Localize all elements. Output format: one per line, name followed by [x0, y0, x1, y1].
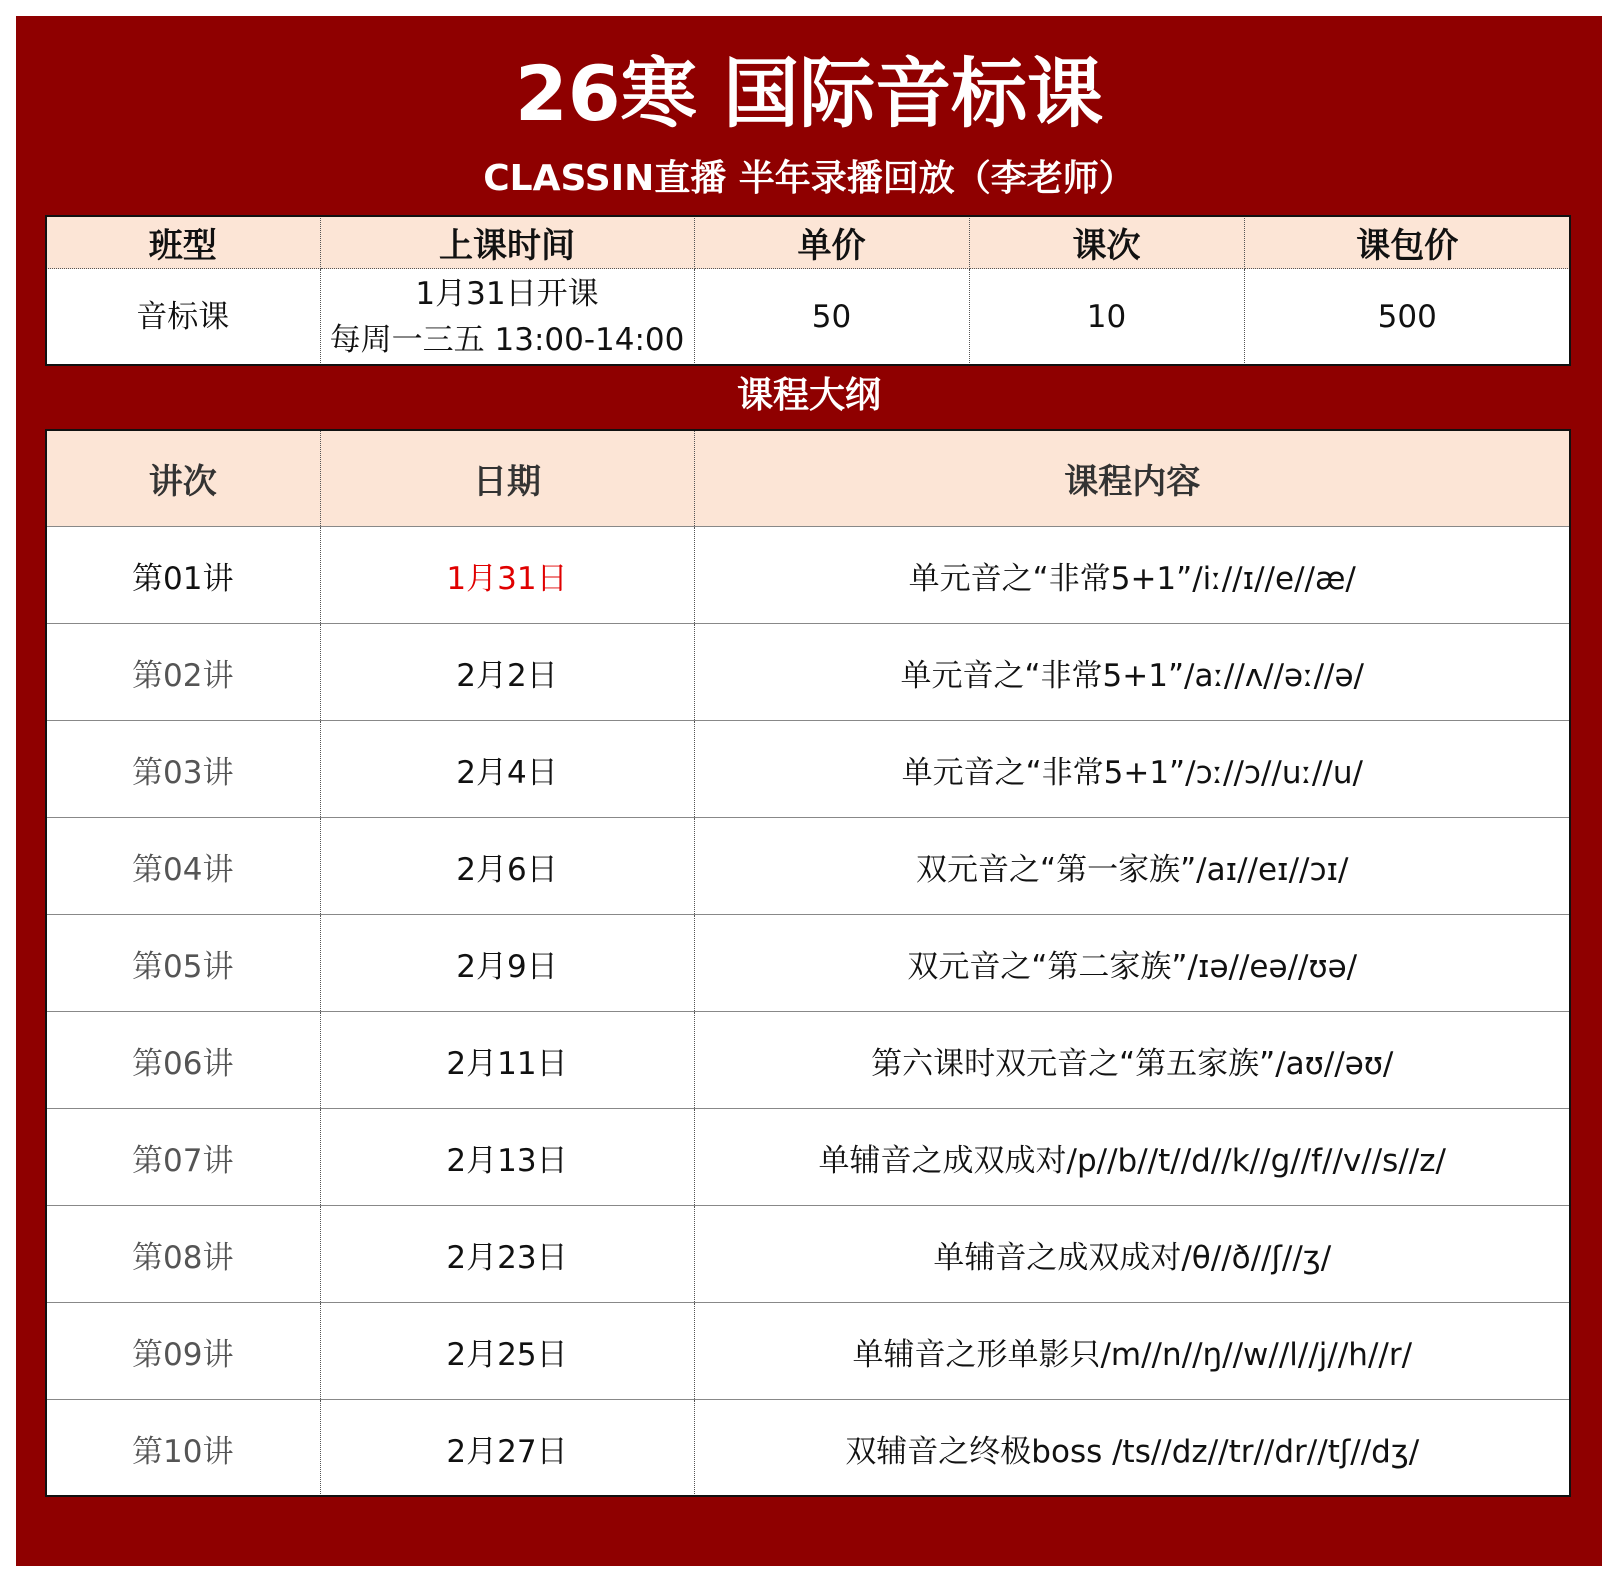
table-row — [46, 1206, 1570, 1303]
syllabus-title: 课程大纲 — [736, 375, 881, 416]
class-schedule: 每周一三五 13:00-14:00 — [329, 322, 685, 358]
header-unit-price: 单价 — [694, 216, 969, 269]
class-time-cell — [320, 269, 694, 366]
table-row — [46, 1109, 1570, 1206]
date-cell: 2月4日 — [320, 721, 694, 818]
content-cell: 单元音之“非常5+1”/iː//ɪ//e//æ/ — [694, 527, 1570, 624]
lesson-cell: 第05讲 — [46, 915, 320, 1012]
poster-frame — [16, 16, 1602, 1566]
content-cell: 单辅音之成双成对/p//b//t//d//k//g//f//v//s//z/ — [694, 1109, 1570, 1206]
class-info-table — [46, 216, 1570, 365]
date-cell: 2月2日 — [320, 624, 694, 721]
content-cell: 单辅音之形单影只/m//n//ŋ//w//l//j//h//r/ — [694, 1303, 1570, 1400]
unit-price-cell: 50 — [694, 269, 969, 366]
table-row — [46, 527, 1570, 624]
class-info-row — [46, 269, 1570, 366]
lesson-cell: 第09讲 — [46, 1303, 320, 1400]
table-row — [46, 1400, 1570, 1497]
lesson-cell: 第02讲 — [46, 624, 320, 721]
sessions-cell: 10 — [969, 269, 1244, 366]
date-cell: 1月31日 — [320, 527, 694, 624]
table-row — [46, 624, 1570, 721]
class-start-date: 1月31日开课 — [415, 276, 599, 312]
content-cell: 双元音之“第一家族”/aɪ//eɪ//ɔɪ/ — [694, 818, 1570, 915]
date-cell: 2月27日 — [320, 1400, 694, 1497]
syllabus-header-row — [46, 430, 1570, 527]
header-content: 课程内容 — [694, 430, 1570, 527]
date-cell: 2月25日 — [320, 1303, 694, 1400]
content-cell: 双元音之“第二家族”/ɪə//eə//ʊə/ — [694, 915, 1570, 1012]
content-cell: 双辅音之终极boss /ts//dz//tr//dr//tʃ//dʒ/ — [845, 1433, 1420, 1470]
content-cell: 第六课时双元音之“第五家族”/aʊ//əʊ/ — [694, 1012, 1570, 1109]
table-row — [46, 1303, 1570, 1400]
page-title: 26寒 国际音标课 — [514, 49, 1104, 138]
table-row — [46, 818, 1570, 915]
header-lesson: 讲次 — [46, 430, 320, 527]
lesson-cell: 第01讲 — [46, 527, 320, 624]
lesson-cell: 第10讲 — [46, 1400, 320, 1497]
header-date: 日期 — [320, 430, 694, 527]
table-row — [46, 915, 1570, 1012]
page-subtitle: CLASSIN直播 半年录播回放（李老师） — [483, 158, 1135, 199]
header-class-time: 上课时间 — [320, 216, 694, 269]
date-cell: 2月6日 — [320, 818, 694, 915]
table-row — [46, 1012, 1570, 1109]
table-row — [46, 721, 1570, 818]
header-class-type: 班型 — [46, 216, 320, 269]
class-type-cell: 音标课 — [46, 269, 320, 366]
lesson-cell: 第04讲 — [46, 818, 320, 915]
date-cell: 2月23日 — [320, 1206, 694, 1303]
syllabus-table — [46, 430, 1570, 1496]
date-cell: 2月11日 — [320, 1012, 694, 1109]
header-sessions: 课次 — [969, 216, 1244, 269]
lesson-cell: 第08讲 — [46, 1206, 320, 1303]
lesson-cell: 第06讲 — [46, 1012, 320, 1109]
lesson-cell: 第07讲 — [46, 1109, 320, 1206]
content-cell: 单元音之“非常5+1”/ɔː//ɔ//uː//u/ — [694, 721, 1570, 818]
content-cell: 单元音之“非常5+1”/aː//ʌ//əː//ə/ — [694, 624, 1570, 721]
header-package-price: 课包价 — [1244, 216, 1570, 269]
date-cell: 2月13日 — [320, 1109, 694, 1206]
content-cell: 单辅音之成双成对/θ//ð//ʃ//ʒ/ — [694, 1206, 1570, 1303]
class-info-header-row — [46, 216, 1570, 269]
date-cell: 2月9日 — [320, 915, 694, 1012]
lesson-cell: 第03讲 — [46, 721, 320, 818]
package-price-cell: 500 — [1377, 299, 1437, 335]
